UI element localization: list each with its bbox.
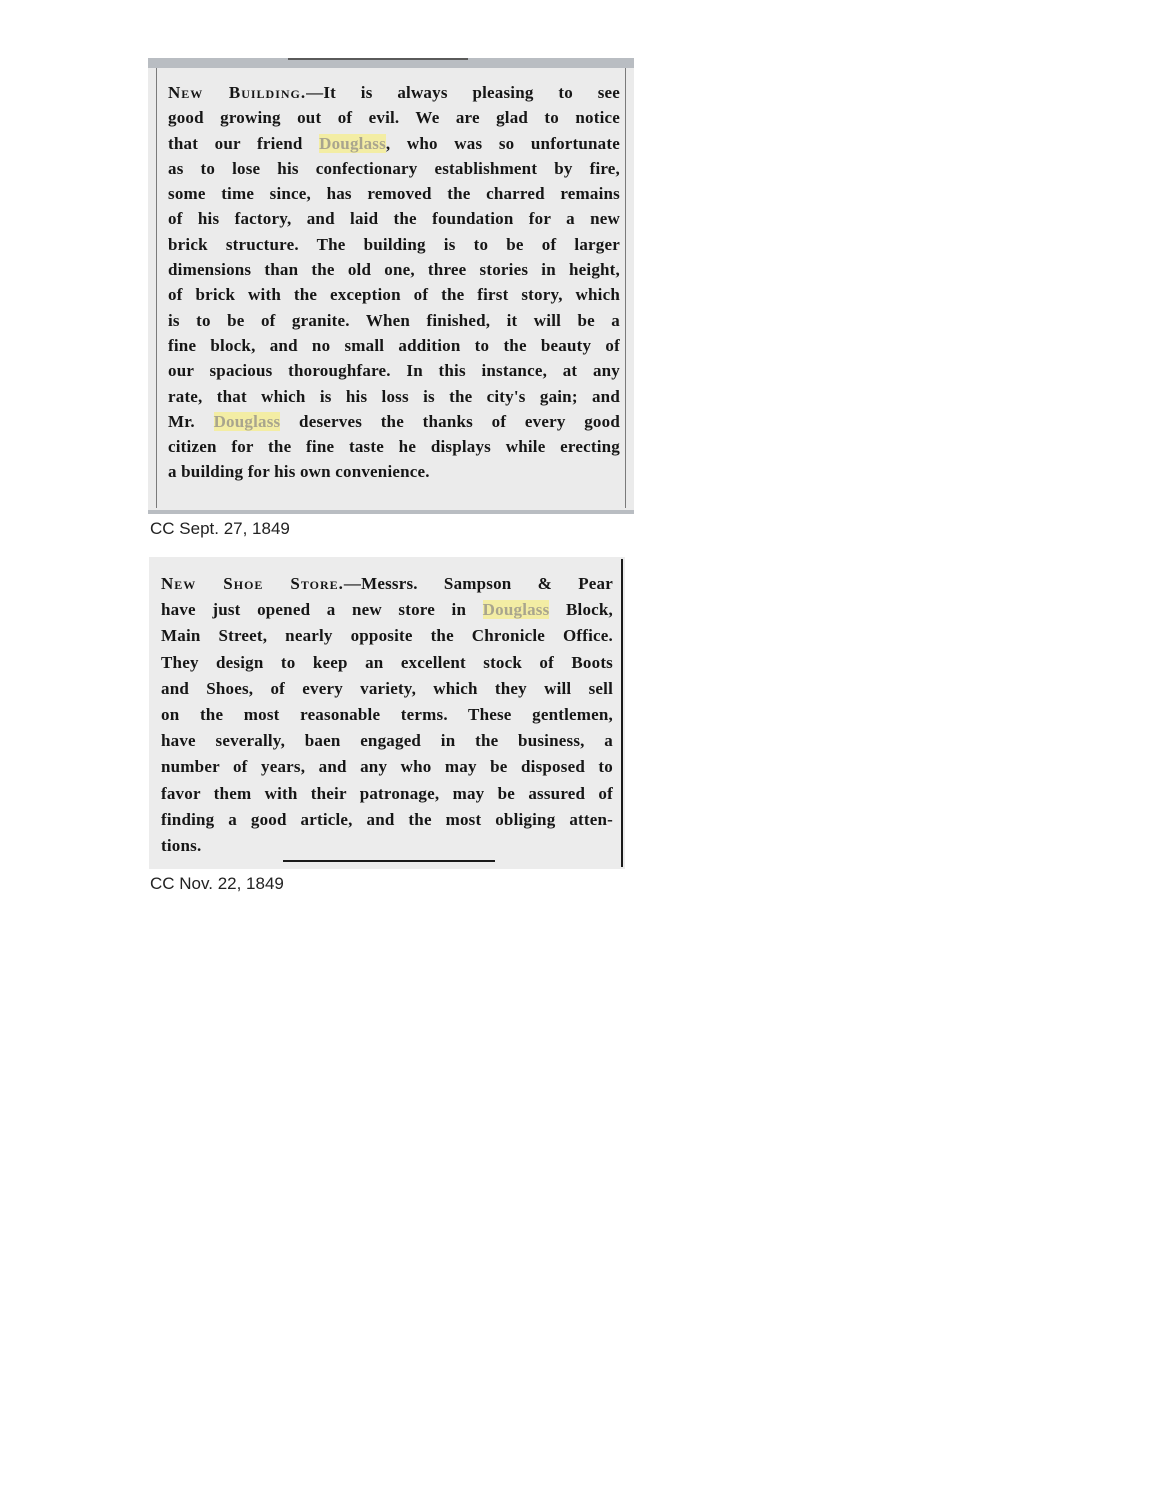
article-line: our spacious thoroughfare. In this instance, at any: [168, 361, 620, 381]
article-line: finding a good article, and the most obliging atten-: [161, 809, 613, 829]
article-line: New Shoe Store.—Messrs. Sampson & Pear: [161, 574, 613, 593]
column-left-rule: [156, 68, 157, 508]
article-line: have just opened a new store in Douglass Block,: [161, 600, 614, 620]
clipping-caption: CC Nov. 22, 1849: [150, 874, 284, 893]
article-line: favor them with their patronage, may be assured of: [161, 783, 613, 803]
article-line: fine block, and no small addition to the beauty of: [168, 335, 620, 355]
column-top-rule: [288, 58, 468, 60]
article-line: rate, that which is his loss is the city's gain; and: [168, 386, 620, 406]
article-line: They design to keep an excellent stock of Boots: [161, 652, 613, 672]
newspaper-clipping-new-shoe-store: [149, 557, 625, 869]
article-line: tions.: [161, 835, 202, 855]
article-end-rule: [283, 860, 495, 862]
clipping-bottom-border: [148, 510, 634, 514]
article-line: is to be of granite. When finished, it will be a: [168, 310, 620, 330]
article-line: on the most reasonable terms. These gentlemen,: [161, 704, 613, 724]
highlighted-name: Douglass: [213, 411, 281, 431]
article-line: number of years, and any who may be disposed to: [161, 757, 613, 777]
article-heading: New Building.: [168, 83, 307, 102]
article-line: Main Street, nearly opposite the Chronicle Office.: [161, 626, 613, 646]
article-line: have severally, baen engaged in the business, a: [161, 731, 613, 751]
article-line: of his factory, and laid the foundation for a new: [168, 209, 620, 229]
column-right-rule: [621, 559, 623, 867]
article-text: [168, 80, 620, 485]
article-line: some time since, has removed the charred remains: [168, 184, 620, 204]
article-heading: New Shoe Store.: [161, 574, 344, 593]
highlighted-name: Douglass: [319, 133, 386, 153]
article-line: New Building.—It is always pleasing to see: [168, 83, 620, 102]
article-line: good growing out of evil. We are glad to notice: [168, 108, 620, 128]
article-line: brick structure. The building is to be of larger: [168, 234, 620, 254]
article-line: that our friend Douglass, who was so unfortunate: [168, 133, 620, 153]
article-text: [161, 571, 613, 859]
column-right-rule: [625, 68, 626, 508]
article-line: Mr. Douglass deserves the thanks of every good: [168, 411, 620, 431]
article-line: of brick with the exception of the first story, which: [168, 285, 620, 305]
newspaper-clipping-new-building: [148, 58, 634, 514]
article-line: and Shoes, of every variety, which they will sell: [161, 678, 613, 698]
article-line: as to lose his confectionary establishment by fire,: [168, 158, 620, 178]
article-line: dimensions than the old one, three stories in height,: [168, 260, 620, 280]
clipping-caption: CC Sept. 27, 1849: [150, 519, 290, 538]
article-line: citizen for the fine taste he displays while erecting: [168, 437, 620, 457]
highlighted-name: Douglass: [482, 600, 550, 620]
article-line: a building for his own convenience.: [168, 462, 430, 482]
